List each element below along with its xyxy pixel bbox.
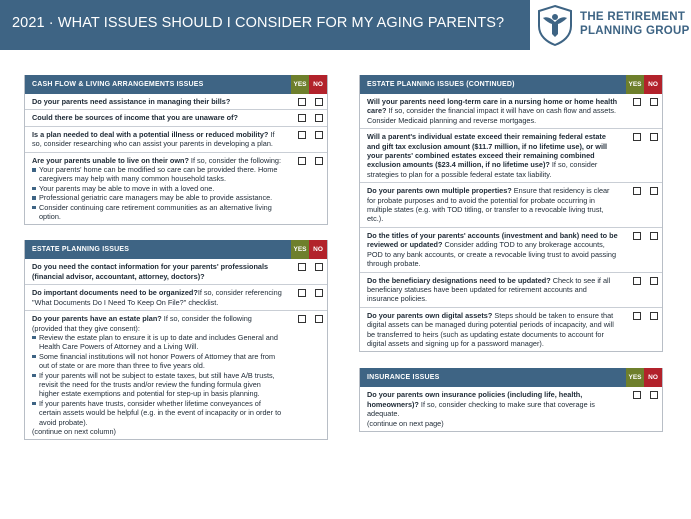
yes-checkbox[interactable] bbox=[633, 98, 641, 106]
insurance-section bbox=[359, 368, 663, 432]
no-checkbox[interactable] bbox=[650, 133, 658, 141]
yes-checkbox[interactable] bbox=[298, 131, 306, 139]
yes-checkbox[interactable] bbox=[633, 232, 641, 240]
question-detail: Check to see if all beneficiary statuses have been updated for retirement accounts and insurance policies. bbox=[367, 275, 611, 304]
question-detail: Consider adding TOD to any brokerage accounts, POD to any bank accounts, or create a revocable living trust to avoid passing through probate. bbox=[367, 240, 617, 269]
section-title: INSURANCE ISSUES bbox=[367, 374, 440, 382]
question-text: Do your parents need assistance in managing their bills? bbox=[32, 97, 231, 106]
section-header bbox=[25, 75, 327, 94]
question-row bbox=[360, 387, 662, 431]
no-column-header: NO bbox=[644, 368, 662, 387]
question-row bbox=[360, 308, 662, 352]
question-detail: If so, consider the following: bbox=[188, 155, 281, 165]
continued-note: (continue on next page) bbox=[367, 418, 444, 428]
yes-checkbox[interactable] bbox=[633, 312, 641, 320]
question-detail: If so, consider checking to make sure that coverage is adequate. bbox=[367, 399, 595, 419]
section-header bbox=[25, 240, 327, 259]
bullet-item: If your parents will not be subject to estate taxes, but still have A/B trusts, revisit the need for the trusts and/or review the funding formula given higher estate exemptions and potential for step-up in basis planning. bbox=[32, 371, 283, 399]
yes-checkbox[interactable] bbox=[298, 157, 306, 165]
section-header bbox=[360, 75, 662, 94]
question-row bbox=[25, 311, 327, 439]
cashflow-section bbox=[24, 75, 328, 225]
question-row bbox=[360, 183, 662, 228]
question-text: Do your parents own digital assets? bbox=[367, 310, 493, 320]
bullet-list bbox=[32, 165, 283, 221]
question-row bbox=[25, 110, 327, 126]
yes-checkbox[interactable] bbox=[633, 277, 641, 285]
question-text: Will a parent's individual estate exceed their remaining federal estate and gift tax exclusion amount ($11.7 million, if no lifetime use), or will your parents' combined estates exceed their remaining combined exclusion amounts ($23.4 million, if no lifetime use)? bbox=[367, 132, 608, 170]
question-row bbox=[360, 228, 662, 273]
yes-checkbox[interactable] bbox=[298, 114, 306, 122]
no-checkbox[interactable] bbox=[315, 289, 323, 297]
no-column-header: NO bbox=[309, 75, 327, 94]
yes-checkbox[interactable] bbox=[298, 315, 306, 323]
page-title: 2021 · WHAT ISSUES SHOULD I CONSIDER FOR MY AGING PARENTS? bbox=[12, 15, 505, 31]
yes-checkbox[interactable] bbox=[633, 133, 641, 141]
yes-checkbox[interactable] bbox=[298, 263, 306, 271]
question-text: Is a plan needed to deal with a potential illness or reduced mobility? bbox=[32, 129, 269, 139]
yes-column-header: YES bbox=[626, 75, 644, 94]
section-title: CASH FLOW & LIVING ARRANGEMENTS ISSUES bbox=[32, 81, 204, 88]
yes-checkbox[interactable] bbox=[633, 391, 641, 399]
question-text: Do the beneficiary designations need to be updated? bbox=[367, 275, 551, 285]
no-checkbox[interactable] bbox=[315, 131, 323, 139]
no-checkbox[interactable] bbox=[315, 98, 323, 106]
question-detail: If so, consider researching who can assist your parents in developing a plan. bbox=[32, 129, 275, 149]
question-row bbox=[360, 94, 662, 129]
no-checkbox[interactable] bbox=[315, 263, 323, 271]
no-checkbox[interactable] bbox=[650, 312, 658, 320]
question-detail: Steps should be taken to ensure that digital assets can be managed during potential periods of incapacity, and will be transferred to heirs (such as updating estate documents to account for digital assets and signing up for a password manager). bbox=[367, 310, 614, 348]
question-text: Do your parents have an estate plan? bbox=[32, 314, 162, 324]
section-header bbox=[360, 368, 662, 387]
yes-checkbox[interactable] bbox=[298, 289, 306, 297]
no-column-header: NO bbox=[644, 75, 662, 94]
yes-checkbox[interactable] bbox=[298, 98, 306, 106]
question-row bbox=[25, 153, 327, 225]
bullet-item: Professional geriatric care managers may be able to provide assistance. bbox=[32, 193, 283, 202]
question-row bbox=[25, 285, 327, 311]
question-text: Are your parents unable to live on their own? bbox=[32, 155, 189, 165]
question-row bbox=[25, 94, 327, 110]
bullet-item: If your parents have trusts, consider whether lifetime conveyances of certain assets would be helpful (e.g. in the event of incapacity or in order to avoid probate). bbox=[32, 399, 283, 427]
bullet-item: Some financial institutions will not honor Powers of Attorney that are from out of state or are more than three to five years old. bbox=[32, 352, 283, 371]
question-row bbox=[360, 273, 662, 308]
continued-note: (continue on next column) bbox=[32, 426, 116, 436]
question-row bbox=[25, 259, 327, 285]
bullet-item: Your parents' home can be modified so care can be provided there. Home caregivers may help with many common household tasks. bbox=[32, 165, 283, 184]
question-text: Do important documents need to be organized? bbox=[32, 288, 198, 298]
question-detail: If so, consider strategies to plan for a possible federal estate tax liability. bbox=[367, 160, 598, 179]
bullet-item: Your parents may be able to move in with a loved one. bbox=[32, 184, 283, 193]
yes-checkbox[interactable] bbox=[633, 187, 641, 195]
bullet-item: Review the estate plan to ensure it is up to date and includes General and Health Care Powers of Attorney and a Living Will. bbox=[32, 333, 283, 352]
question-detail: Ensure that residency is clear for probate purposes and to avoid the potential for probate occurring in multiple states (e.g. with TOD titling, or transfer to a revocable living trust, etc.). bbox=[367, 186, 610, 224]
left-column bbox=[24, 75, 328, 440]
no-checkbox[interactable] bbox=[650, 98, 658, 106]
question-row bbox=[360, 129, 662, 183]
question-text: Do your parents own multiple properties? bbox=[367, 186, 512, 196]
no-checkbox[interactable] bbox=[650, 391, 658, 399]
no-checkbox[interactable] bbox=[315, 315, 323, 323]
question-detail: If so, consider the following (provided that they give consent): bbox=[32, 314, 252, 333]
question-text: Could there be sources of income that you are unaware of? bbox=[32, 113, 238, 123]
question-row bbox=[25, 127, 327, 153]
yes-column-header: YES bbox=[291, 75, 309, 94]
page-header bbox=[0, 0, 691, 50]
estate-continued-section bbox=[359, 75, 663, 352]
question-detail: If so, consider referencing "What Documents Do I Need To Keep On File?" checklist. bbox=[32, 288, 282, 307]
company-logo bbox=[530, 0, 691, 50]
logo-text-line1: THE RETIREMENT bbox=[580, 11, 686, 23]
no-checkbox[interactable] bbox=[650, 277, 658, 285]
no-column-header: NO bbox=[309, 240, 327, 259]
section-title: ESTATE PLANNING ISSUES bbox=[32, 246, 130, 254]
logo-text-line2: PLANNING GROUP bbox=[580, 25, 690, 37]
no-checkbox[interactable] bbox=[650, 232, 658, 240]
no-checkbox[interactable] bbox=[315, 114, 323, 122]
question-detail: If so, consider the financial impact it will have on cash flow and assets. Consider Medicaid planning and reverse mortgages. bbox=[367, 106, 617, 125]
yes-column-header: YES bbox=[291, 240, 309, 259]
question-text: Do the titles of your parents' accounts (investment and bank) need to be reviewed or updated? bbox=[367, 230, 618, 250]
no-checkbox[interactable] bbox=[650, 187, 658, 195]
section-title: ESTATE PLANNING ISSUES (CONTINUED) bbox=[367, 81, 515, 88]
estate-section bbox=[24, 240, 328, 440]
bullet-list bbox=[32, 333, 283, 427]
bullet-item: Consider continuing care retirement communities as an alternative living option. bbox=[32, 203, 283, 222]
yes-column-header: YES bbox=[626, 368, 644, 387]
question-text: Do you need the contact information for your parents' professionals (financial advisor, accountant, attorney, doctors)? bbox=[32, 262, 269, 281]
no-checkbox[interactable] bbox=[315, 157, 323, 165]
right-column bbox=[359, 75, 663, 432]
question-text: Do your parents own insurance policies (including life, health, homeowners)? bbox=[367, 390, 583, 409]
eagle-shield-icon bbox=[536, 4, 574, 46]
question-text: Will your parents need long-term care in a nursing home or home health care? bbox=[367, 97, 618, 116]
